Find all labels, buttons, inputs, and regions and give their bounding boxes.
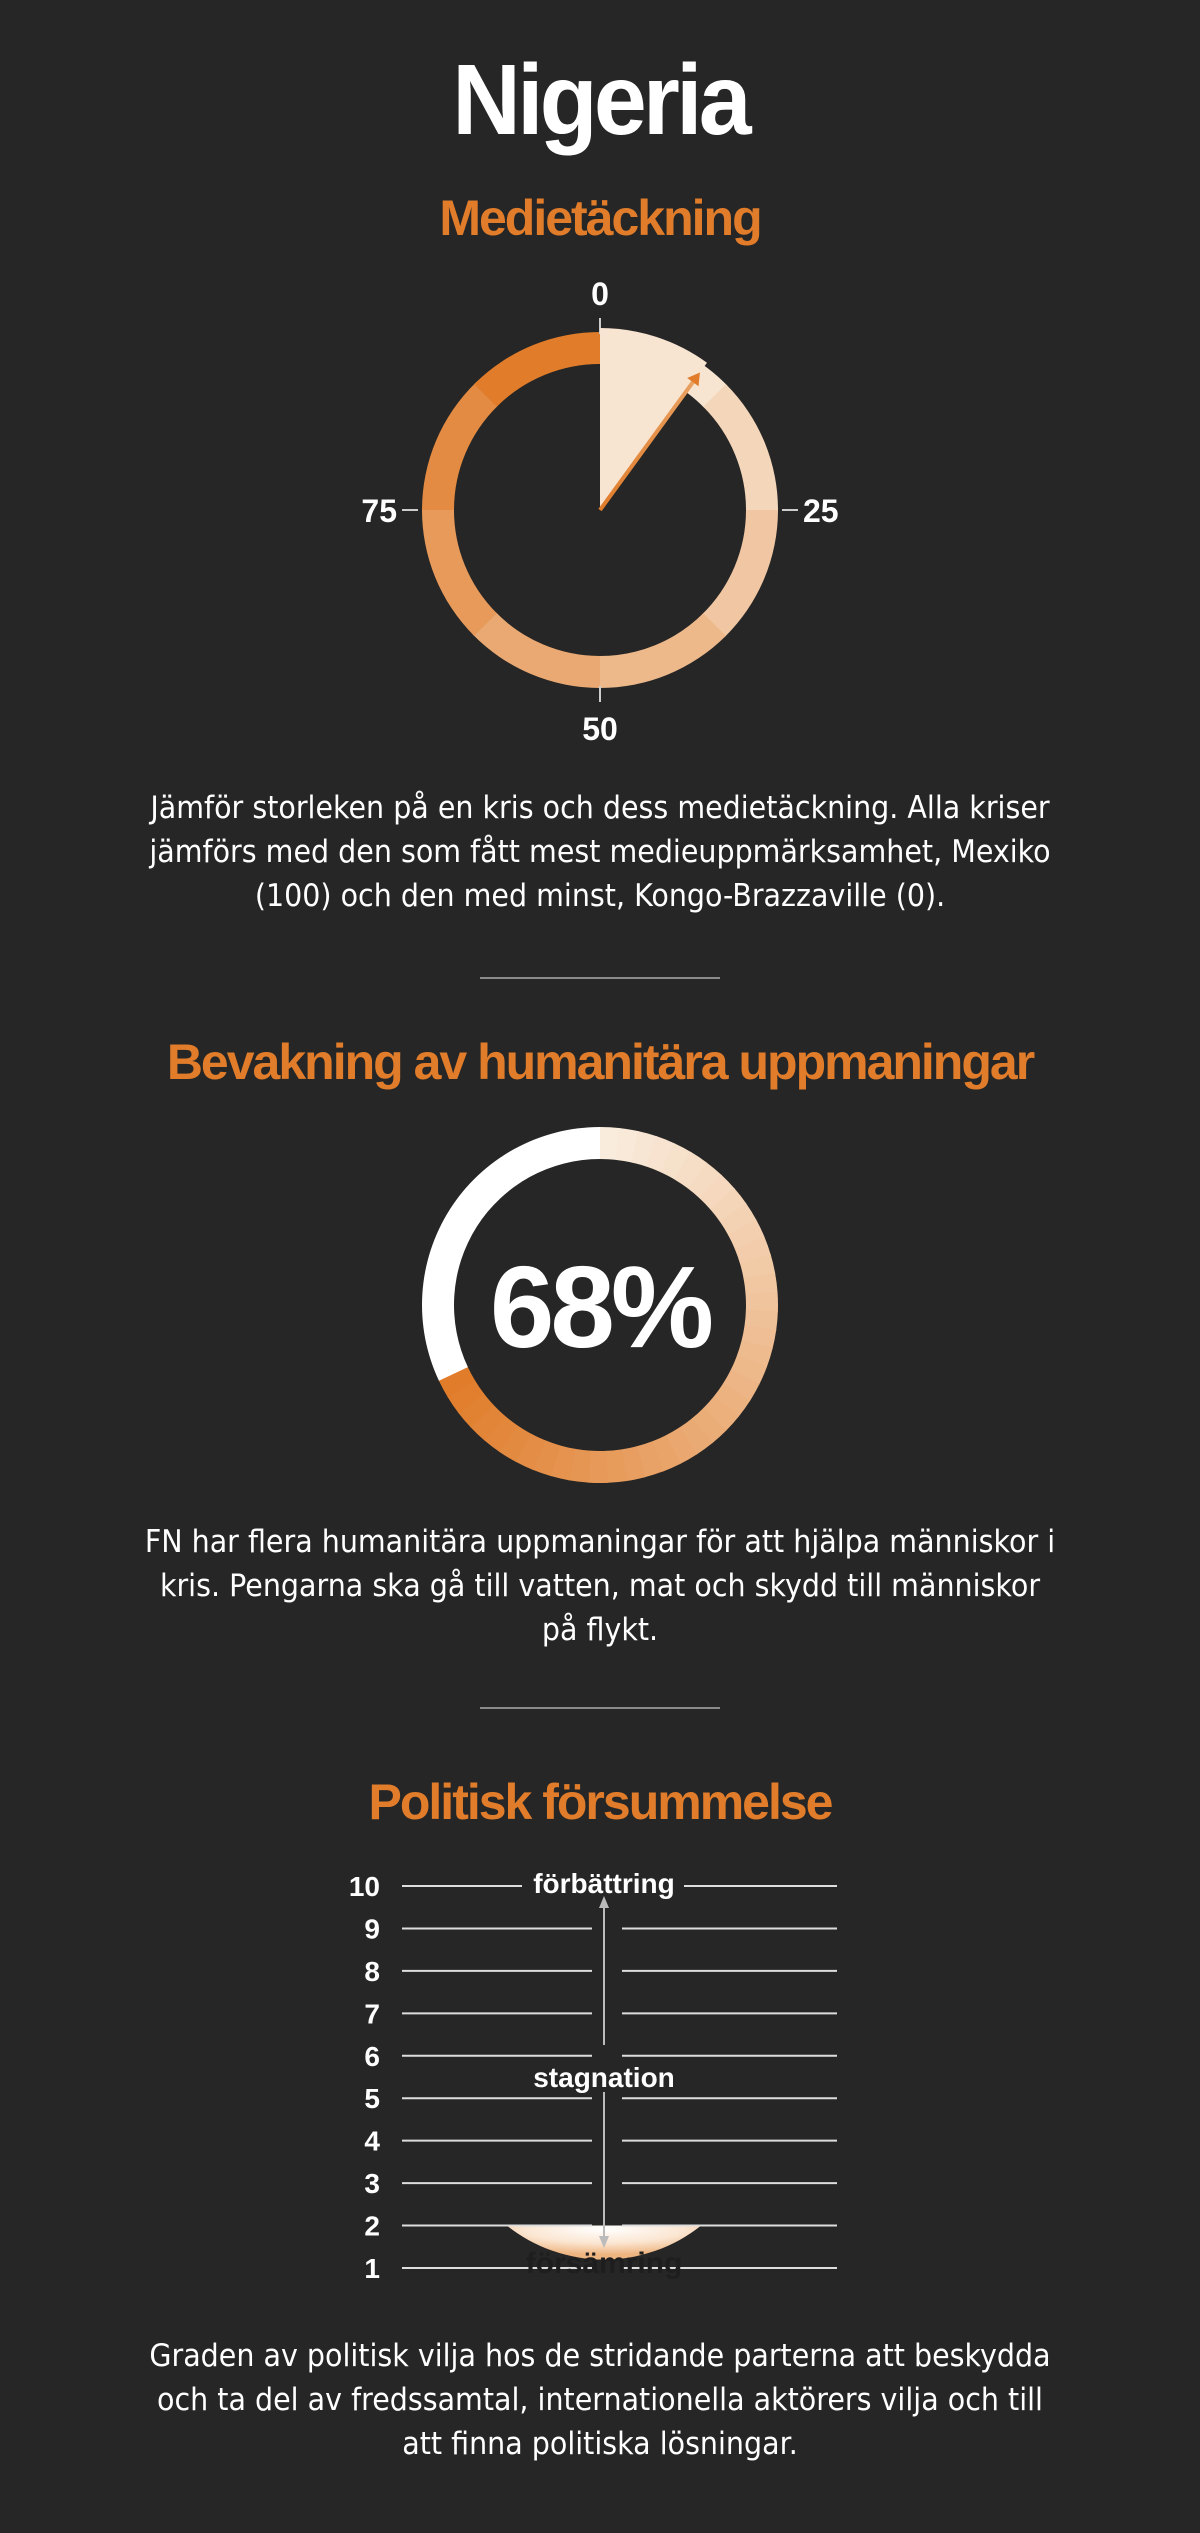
gauge-ring-segment [473, 612, 600, 688]
gauge-tick-label: 75 [361, 493, 397, 529]
gauge-value-wedge [600, 328, 707, 510]
donut-filled-segment [746, 1292, 778, 1312]
country-title: Nigeria [452, 44, 748, 156]
appeal-percentage-label: 68% [489, 1242, 711, 1372]
scale-tick-label: 8 [364, 1955, 380, 1987]
scale-tick-label: 5 [364, 2083, 380, 2115]
political-neglect-title: Politisk försummelse [368, 1774, 832, 1830]
gauge-tick-label: 50 [582, 711, 618, 747]
media-coverage-gauge [340, 270, 860, 750]
scale-tick-label: 2 [364, 2210, 380, 2242]
scale-tick-label: 1 [364, 2253, 380, 2284]
gauge-ring-segment [422, 383, 498, 510]
scale-tick-label: 10 [348, 1871, 380, 1902]
appeal-coverage-donut [420, 1125, 780, 1485]
scale-tick-label: 9 [364, 1913, 380, 1945]
political-neglect-description: Graden av politisk vilja hos de stridande parterna att beskydda och ta del av fredssamtal, internationella aktörers vilja och till att finna politiska lösningar. [149, 2338, 1051, 2462]
scale-label-deterioration: försämring [525, 2247, 683, 2280]
media-coverage-title: Medietäckning [439, 190, 761, 246]
scale-tick-labels [349, 1871, 381, 2284]
section-divider [480, 977, 720, 979]
political-neglect-scale [340, 1860, 860, 2300]
gauge-ring-segment [598, 613, 726, 688]
scale-tick-label: 6 [364, 2040, 380, 2072]
donut-filled-segment [588, 1451, 608, 1483]
gauge-tick-label: 0 [591, 276, 609, 312]
gauge-ring-segment [703, 384, 778, 512]
scale-tick-label: 4 [364, 2125, 380, 2157]
gauge-ring-segment [422, 508, 497, 636]
appeal-coverage-title: Bevakning av humanitära uppmaningar [166, 1034, 1034, 1090]
gauge-ring-segment [474, 332, 602, 407]
appeal-coverage-description: FN har flera humanitära uppmaningar för att hjälpa människor i kris. Pengarna ska gå till vatten, mat och skydd till människor på flykt. [144, 1524, 1056, 1648]
gauge-tick-label: 25 [803, 493, 839, 529]
scale-label-improvement: förbättring [533, 1868, 675, 1899]
media-coverage-description: Jämför storleken på en kris och dess medietäckning. Alla kriser jämförs med den som fått mest medieuppmärksamhet, Mexiko (100) och den med minst, Kongo-Brazzaville (0). [149, 790, 1051, 914]
gauge-ring-segment [702, 510, 778, 637]
section-divider [480, 1707, 720, 1709]
scale-label-stagnation: stagnation [533, 2062, 675, 2093]
scale-tick-label: 3 [364, 2168, 380, 2200]
scale-tick-label: 7 [364, 1998, 380, 2030]
